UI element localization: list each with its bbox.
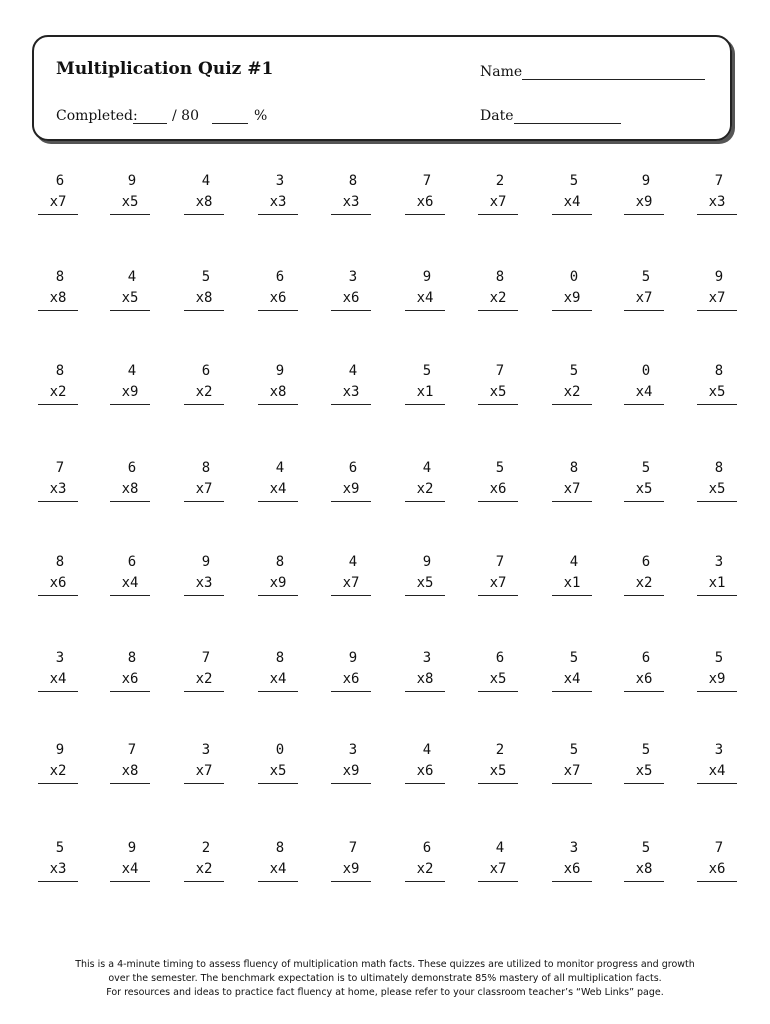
problem-multiplicand: 3 — [569, 840, 579, 856]
problem-multiplicand: 6 — [641, 554, 651, 570]
problem-multiplicand: 6 — [495, 650, 505, 666]
problem-multiplier: x8 — [110, 761, 150, 784]
problem-multiplicand: 4 — [348, 363, 358, 379]
problem-multiplier: x4 — [110, 859, 150, 882]
problem-multiplicand: 7 — [422, 173, 432, 189]
problem-item[interactable] — [624, 171, 664, 215]
problem-multiplicand: 5 — [201, 269, 211, 285]
problem-item[interactable] — [624, 838, 664, 882]
problem-multiplicand: 3 — [422, 650, 432, 666]
problem-multiplier: x8 — [38, 288, 78, 311]
problem-multiplier: x8 — [624, 859, 664, 882]
problem-multiplier: x7 — [478, 192, 518, 215]
problem-multiplier: x6 — [624, 669, 664, 692]
problem-item[interactable] — [478, 267, 518, 311]
problem-multiplicand: 8 — [275, 554, 285, 570]
problem-multiplier: x1 — [405, 382, 445, 405]
problem-multiplier: x3 — [184, 573, 224, 596]
problem-item[interactable] — [478, 552, 518, 596]
problem-multiplier: x9 — [110, 382, 150, 405]
problem-item[interactable] — [478, 648, 518, 692]
problem-item[interactable] — [624, 648, 664, 692]
problem-multiplicand: 8 — [55, 554, 65, 570]
problem-multiplicand: 8 — [275, 650, 285, 666]
problem-item[interactable] — [38, 361, 78, 405]
problem-multiplicand: 5 — [569, 742, 579, 758]
problem-item[interactable] — [552, 458, 592, 502]
problem-multiplier: x4 — [552, 669, 592, 692]
problem-multiplicand: 6 — [422, 840, 432, 856]
problem-multiplier: x2 — [624, 573, 664, 596]
problem-item[interactable] — [624, 458, 664, 502]
problem-multiplicand: 8 — [201, 460, 211, 476]
problem-item[interactable] — [258, 171, 298, 215]
problem-item[interactable] — [405, 740, 445, 784]
problem-item[interactable] — [38, 648, 78, 692]
problem-multiplier: x4 — [38, 669, 78, 692]
problem-item[interactable] — [184, 458, 224, 502]
completed-label: Completed: — [56, 108, 138, 124]
problem-item[interactable] — [478, 361, 518, 405]
problem-multiplier: x3 — [697, 192, 737, 215]
problem-item[interactable] — [552, 740, 592, 784]
problem-multiplier: x1 — [697, 573, 737, 596]
problem-item[interactable] — [258, 361, 298, 405]
problem-multiplicand: 5 — [495, 460, 505, 476]
problem-multiplier: x4 — [697, 761, 737, 784]
problem-multiplier: x3 — [38, 859, 78, 882]
problem-item[interactable] — [184, 552, 224, 596]
problem-multiplicand: 8 — [55, 269, 65, 285]
problem-multiplier: x5 — [697, 382, 737, 405]
problem-item[interactable] — [331, 648, 371, 692]
problem-item[interactable] — [184, 171, 224, 215]
problem-multiplier: x9 — [258, 573, 298, 596]
problem-multiplier: x6 — [552, 859, 592, 882]
problem-multiplicand: 5 — [641, 840, 651, 856]
problem-multiplier: x8 — [184, 192, 224, 215]
problem-item[interactable] — [405, 171, 445, 215]
problem-multiplicand: 0 — [641, 363, 651, 379]
problem-item[interactable] — [110, 740, 150, 784]
problem-multiplier: x7 — [697, 288, 737, 311]
problem-multiplicand: 4 — [348, 554, 358, 570]
problem-multiplier: x2 — [552, 382, 592, 405]
problem-multiplicand: 9 — [201, 554, 211, 570]
problem-item[interactable] — [110, 552, 150, 596]
problem-multiplicand: 7 — [348, 840, 358, 856]
problem-item[interactable] — [38, 838, 78, 882]
problem-multiplier: x8 — [405, 669, 445, 692]
problem-multiplicand: 2 — [495, 173, 505, 189]
problem-multiplicand: 6 — [127, 554, 137, 570]
problem-multiplier: x8 — [110, 479, 150, 502]
problem-multiplier: x4 — [258, 859, 298, 882]
problem-multiplier: x7 — [552, 479, 592, 502]
problem-item[interactable] — [405, 648, 445, 692]
problem-multiplicand: 9 — [127, 173, 137, 189]
problem-item[interactable] — [258, 740, 298, 784]
problem-multiplier: x6 — [697, 859, 737, 882]
problem-multiplier: x5 — [258, 761, 298, 784]
problem-multiplier: x8 — [184, 288, 224, 311]
problem-multiplicand: 7 — [495, 363, 505, 379]
problem-item[interactable] — [552, 171, 592, 215]
problem-multiplier: x5 — [478, 382, 518, 405]
problem-multiplicand: 9 — [348, 650, 358, 666]
problem-multiplicand: 4 — [422, 742, 432, 758]
problem-multiplier: x7 — [624, 288, 664, 311]
problem-multiplier: x4 — [110, 573, 150, 596]
problem-item[interactable] — [697, 267, 737, 311]
problem-item[interactable] — [552, 838, 592, 882]
problem-item[interactable] — [38, 267, 78, 311]
problem-multiplier: x2 — [478, 288, 518, 311]
problem-multiplicand: 6 — [127, 460, 137, 476]
problem-multiplicand: 9 — [422, 269, 432, 285]
problem-multiplier: x4 — [552, 192, 592, 215]
problem-multiplier: x6 — [331, 288, 371, 311]
problem-item[interactable] — [331, 458, 371, 502]
problem-multiplicand: 8 — [714, 460, 724, 476]
problem-multiplier: x4 — [405, 288, 445, 311]
problem-multiplier: x9 — [331, 479, 371, 502]
problem-multiplicand: 3 — [275, 173, 285, 189]
problem-multiplicand: 5 — [641, 460, 651, 476]
problem-item[interactable] — [697, 171, 737, 215]
footer-note — [60, 958, 710, 1000]
problem-multiplicand: 7 — [714, 173, 724, 189]
problem-multiplicand: 3 — [714, 742, 724, 758]
problem-item[interactable] — [258, 648, 298, 692]
problem-multiplier: x9 — [331, 859, 371, 882]
problem-multiplicand: 6 — [275, 269, 285, 285]
problem-item[interactable] — [184, 648, 224, 692]
problem-multiplicand: 4 — [201, 173, 211, 189]
problem-multiplicand: 8 — [127, 650, 137, 666]
problem-multiplicand: 4 — [127, 269, 137, 285]
problem-multiplicand: 5 — [641, 742, 651, 758]
problem-item[interactable] — [478, 740, 518, 784]
problem-multiplier: x4 — [624, 382, 664, 405]
problem-multiplicand: 5 — [714, 650, 724, 666]
problem-multiplicand: 2 — [495, 742, 505, 758]
problem-multiplier: x7 — [331, 573, 371, 596]
problem-multiplicand: 6 — [201, 363, 211, 379]
percent-sign: % — [254, 108, 268, 124]
problem-item[interactable] — [552, 552, 592, 596]
footer-line: This is a 4-minute timing to assess fluency of multiplication math facts. These quizzes are utilized to monitor progress and growth — [75, 959, 695, 970]
problem-item[interactable] — [697, 740, 737, 784]
problem-item[interactable] — [552, 648, 592, 692]
problem-multiplier: x7 — [184, 761, 224, 784]
problem-multiplier: x2 — [184, 669, 224, 692]
problem-multiplicand: 3 — [348, 742, 358, 758]
problem-item[interactable] — [110, 458, 150, 502]
problem-multiplicand: 5 — [569, 650, 579, 666]
problem-multiplier: x5 — [478, 669, 518, 692]
problem-multiplier: x5 — [624, 479, 664, 502]
problem-item[interactable] — [697, 552, 737, 596]
problem-multiplicand: 0 — [569, 269, 579, 285]
problem-multiplicand: 7 — [127, 742, 137, 758]
problem-item[interactable] — [405, 361, 445, 405]
problem-multiplicand: 4 — [422, 460, 432, 476]
problem-item[interactable] — [331, 171, 371, 215]
problem-item[interactable] — [478, 838, 518, 882]
problem-item[interactable] — [331, 267, 371, 311]
problem-multiplicand: 4 — [275, 460, 285, 476]
problem-multiplier: x7 — [38, 192, 78, 215]
problem-item[interactable] — [38, 171, 78, 215]
problem-multiplicand: 8 — [55, 363, 65, 379]
problem-item[interactable] — [624, 740, 664, 784]
problem-multiplier: x6 — [331, 669, 371, 692]
problem-multiplier: x7 — [478, 859, 518, 882]
problem-multiplier: x9 — [624, 192, 664, 215]
problem-multiplier: x2 — [38, 761, 78, 784]
problem-multiplier: x7 — [552, 761, 592, 784]
problem-item[interactable] — [697, 458, 737, 502]
problem-item[interactable] — [331, 361, 371, 405]
date-label: Date — [480, 108, 514, 124]
problem-multiplier: x5 — [110, 288, 150, 311]
problem-multiplicand: 8 — [569, 460, 579, 476]
problem-multiplier: x6 — [258, 288, 298, 311]
problem-multiplier: x6 — [405, 192, 445, 215]
problem-multiplier: x6 — [405, 761, 445, 784]
problem-multiplier: x3 — [331, 382, 371, 405]
problem-multiplicand: 9 — [714, 269, 724, 285]
problem-multiplier: x9 — [331, 761, 371, 784]
problem-multiplier: x7 — [184, 479, 224, 502]
problem-multiplicand: 5 — [641, 269, 651, 285]
problem-item[interactable] — [624, 267, 664, 311]
footer-line: over the semester. The benchmark expectation is to ultimately demonstrate 85% mastery of all multiplication facts. — [108, 973, 662, 984]
problem-multiplier: x2 — [184, 382, 224, 405]
footer-line: For resources and ideas to practice fact fluency at home, please refer to your classroom teacher’s “Web Links” page. — [106, 987, 664, 998]
problem-multiplier: x4 — [258, 669, 298, 692]
problem-multiplier: x2 — [405, 859, 445, 882]
problem-item[interactable] — [110, 361, 150, 405]
problem-item[interactable] — [258, 552, 298, 596]
problem-multiplicand: 9 — [275, 363, 285, 379]
problem-multiplicand: 7 — [201, 650, 211, 666]
problem-multiplicand: 7 — [495, 554, 505, 570]
problem-multiplicand: 9 — [422, 554, 432, 570]
problem-item[interactable] — [405, 552, 445, 596]
problem-multiplicand: 7 — [55, 460, 65, 476]
problem-item[interactable] — [331, 838, 371, 882]
problem-multiplicand: 3 — [55, 650, 65, 666]
problem-multiplicand: 3 — [714, 554, 724, 570]
name-label: Name — [480, 64, 523, 80]
problem-multiplicand: 6 — [641, 650, 651, 666]
problem-multiplicand: 4 — [569, 554, 579, 570]
problem-item[interactable] — [697, 648, 737, 692]
problem-multiplier: x9 — [552, 288, 592, 311]
problem-multiplicand: 9 — [641, 173, 651, 189]
problem-multiplicand: 5 — [569, 173, 579, 189]
problem-multiplicand: 5 — [422, 363, 432, 379]
problem-multiplier: x7 — [478, 573, 518, 596]
problem-multiplicand: 3 — [201, 742, 211, 758]
problem-multiplicand: 3 — [348, 269, 358, 285]
problem-multiplier: x2 — [38, 382, 78, 405]
problem-item[interactable] — [697, 361, 737, 405]
problem-multiplicand: 9 — [55, 742, 65, 758]
problem-item[interactable] — [184, 740, 224, 784]
problem-multiplicand: 6 — [348, 460, 358, 476]
problem-multiplicand: 0 — [275, 742, 285, 758]
problem-item[interactable] — [184, 267, 224, 311]
problem-multiplier: x5 — [697, 479, 737, 502]
problem-item[interactable] — [258, 267, 298, 311]
problem-item[interactable] — [552, 361, 592, 405]
problem-item[interactable] — [478, 458, 518, 502]
problem-multiplier: x3 — [331, 192, 371, 215]
problem-multiplicand: 8 — [495, 269, 505, 285]
problem-multiplicand: 7 — [714, 840, 724, 856]
problem-multiplicand: 8 — [348, 173, 358, 189]
problem-item[interactable] — [405, 267, 445, 311]
problem-item[interactable] — [697, 838, 737, 882]
problem-item[interactable] — [38, 740, 78, 784]
problem-item[interactable] — [110, 171, 150, 215]
problem-multiplier: x6 — [478, 479, 518, 502]
problem-item[interactable] — [624, 361, 664, 405]
problem-item[interactable] — [258, 458, 298, 502]
problem-multiplier: x5 — [624, 761, 664, 784]
problem-multiplicand: 8 — [714, 363, 724, 379]
problem-multiplier: x5 — [478, 761, 518, 784]
problem-multiplier: x5 — [110, 192, 150, 215]
quiz-title: Multiplication Quiz #1 — [56, 59, 274, 79]
problem-multiplier: x9 — [697, 669, 737, 692]
problem-item[interactable] — [258, 838, 298, 882]
completed-total: / 80 — [172, 108, 199, 124]
problem-item[interactable] — [405, 458, 445, 502]
problem-multiplicand: 4 — [127, 363, 137, 379]
problem-multiplier: x4 — [258, 479, 298, 502]
problem-multiplier: x6 — [110, 669, 150, 692]
problem-multiplicand: 5 — [55, 840, 65, 856]
problem-multiplicand: 4 — [495, 840, 505, 856]
problem-multiplier: x5 — [405, 573, 445, 596]
problem-item[interactable] — [331, 552, 371, 596]
problem-multiplier: x1 — [552, 573, 592, 596]
problem-multiplicand: 5 — [569, 363, 579, 379]
problem-multiplier: x2 — [184, 859, 224, 882]
problem-item[interactable] — [331, 740, 371, 784]
problem-item[interactable] — [110, 267, 150, 311]
problem-item[interactable] — [478, 171, 518, 215]
problem-item[interactable] — [110, 838, 150, 882]
problem-item[interactable] — [184, 361, 224, 405]
problem-multiplicand: 8 — [275, 840, 285, 856]
problem-item[interactable] — [552, 267, 592, 311]
problem-multiplier: x3 — [38, 479, 78, 502]
problem-multiplier: x3 — [258, 192, 298, 215]
problem-multiplicand: 2 — [201, 840, 211, 856]
problem-item[interactable] — [624, 552, 664, 596]
problem-item[interactable] — [184, 838, 224, 882]
problem-item[interactable] — [110, 648, 150, 692]
problem-item[interactable] — [405, 838, 445, 882]
problem-multiplicand: 9 — [127, 840, 137, 856]
problem-multiplicand: 6 — [55, 173, 65, 189]
problem-multiplier: x2 — [405, 479, 445, 502]
problem-item[interactable] — [38, 552, 78, 596]
problem-multiplier: x8 — [258, 382, 298, 405]
problem-multiplier: x6 — [38, 573, 78, 596]
problem-item[interactable] — [38, 458, 78, 502]
